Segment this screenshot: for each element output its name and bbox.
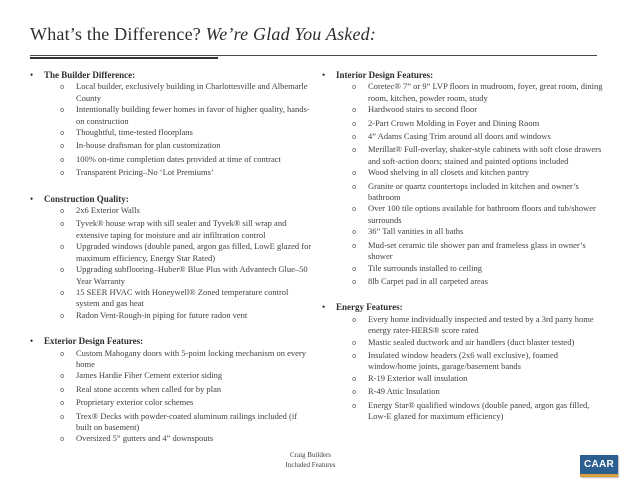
circle-bullet-icon: o xyxy=(60,373,65,382)
section-heading: The Builder Difference: xyxy=(44,70,136,80)
circle-bullet-icon: o xyxy=(352,402,357,411)
circle-bullet-icon: o xyxy=(60,267,65,276)
page-title-regular: What’s the Difference? xyxy=(30,24,201,44)
feature-item xyxy=(60,433,312,446)
circle-bullet-icon: o xyxy=(60,170,65,179)
circle-bullet-icon: o xyxy=(60,400,65,409)
circle-bullet-icon: o xyxy=(60,244,65,253)
circle-bullet-icon: o xyxy=(352,170,357,179)
circle-bullet-icon: o xyxy=(352,206,357,215)
circle-bullet-icon: o xyxy=(60,156,65,165)
feature-section xyxy=(322,70,604,289)
section-header xyxy=(322,70,604,81)
circle-bullet-icon: o xyxy=(60,289,65,298)
feature-item xyxy=(352,118,604,131)
feature-item xyxy=(352,263,604,276)
circle-bullet-icon: o xyxy=(60,413,65,422)
circle-bullet-icon: o xyxy=(60,130,65,139)
section-heading: Exterior Design Features: xyxy=(44,336,144,347)
feature-item-text: Radon Vent-Rough-in piping for future radon vent xyxy=(76,309,248,320)
circle-bullet-icon: o xyxy=(60,221,65,230)
circle-bullet-icon: o xyxy=(60,386,65,395)
feature-item-text: Granite or quartz countertops included in kitchen and owner’s bathroom xyxy=(368,180,579,203)
circle-bullet-icon: o xyxy=(352,183,357,192)
feature-item xyxy=(352,240,604,263)
feature-item-text: 8lb Carpet pad in all carpeted areas xyxy=(368,275,488,286)
feature-item-text: Custom Mahogany doors with 5-point locking mechanism on every home xyxy=(76,347,306,369)
circle-bullet-icon: o xyxy=(352,147,357,156)
footer-line2: Included Features xyxy=(285,460,336,469)
feature-item xyxy=(352,337,604,350)
feature-item-text: 4” Adams Casing Trim around all doors and windows xyxy=(368,131,551,142)
feature-item-text: Real stone accents when called for by plan xyxy=(76,383,222,394)
circle-bullet-icon: o xyxy=(60,312,65,321)
circle-bullet-icon: o xyxy=(352,120,357,129)
feature-item-text: Insulated window headers (2x6 wall exclusive), foamed window/home joints, garage/basement bands xyxy=(368,349,559,372)
feature-item-text: Merillat® Full-overlay, shaker-style cabinets with soft close drawers and soft-action doors; stained and painted options included xyxy=(368,144,602,166)
feature-item-text: Proprietary exterior color schemes xyxy=(76,397,194,408)
circle-bullet-icon: o xyxy=(352,242,357,251)
feature-item-text: 2-Part Crown Molding in Foyer and Dining Room xyxy=(368,117,540,128)
circle-bullet-icon: o xyxy=(352,134,357,143)
feature-item-text: Tile surrounds installed to ceiling xyxy=(368,262,482,273)
feature-item-text: Local builder, exclusively building in Charlottesville and Albemarle County xyxy=(76,81,308,103)
page-title xyxy=(30,24,376,45)
circle-bullet-icon: o xyxy=(352,107,357,116)
feature-item xyxy=(60,167,312,180)
section-header xyxy=(30,70,312,81)
feature-list xyxy=(30,348,312,447)
feature-item-text: Upgrading subflooring–Huber® Blue Plus with Advantech Glue–50 Year Warranty xyxy=(76,264,308,286)
feature-item xyxy=(352,386,604,399)
features-column-right xyxy=(322,70,604,435)
feature-item-text: Over 100 tile options available for bathroom floors and tub/shower surrounds xyxy=(368,203,596,225)
circle-bullet-icon: o xyxy=(60,143,65,152)
section-heading: Interior Design Features: xyxy=(336,70,434,80)
feature-item xyxy=(352,314,604,337)
circle-bullet-icon: o xyxy=(352,352,357,361)
feature-item-text: 15 SEER HVAC with Honeywell® Zoned temperature control system and gas heat xyxy=(76,286,289,309)
feature-item-text: In-house draftsman for plan customization xyxy=(76,140,221,151)
feature-item-text: Mud-set ceramic tile shower pan and frameless glass in owner’s shower xyxy=(368,239,586,262)
footer xyxy=(0,451,621,470)
section-heading: Energy Features: xyxy=(336,302,403,313)
feature-section xyxy=(322,302,604,422)
feature-item xyxy=(60,264,312,287)
title-rule-short xyxy=(30,57,218,59)
feature-item xyxy=(60,384,312,397)
feature-item xyxy=(60,411,312,434)
feature-item xyxy=(60,397,312,410)
feature-item-text: Transparent Pricing–No ‘Lot Premiums’ xyxy=(76,167,214,178)
feature-list xyxy=(30,205,312,323)
feature-section xyxy=(30,70,312,181)
feature-item-text: Every home individually inspected and tested by a 3rd party home energy rater-HERS® score rated xyxy=(368,313,594,336)
feature-item xyxy=(352,373,604,386)
feature-item-text: Oversized 5” gutters and 4” downspouts xyxy=(76,433,214,444)
feature-item xyxy=(352,203,604,226)
footer-line1: Craig Builders xyxy=(289,451,332,459)
feature-item xyxy=(352,131,604,144)
circle-bullet-icon: o xyxy=(352,265,357,274)
feature-item-text: Wood shelving in all closets and kitchen pantry xyxy=(368,167,530,178)
bullet-icon: • xyxy=(322,302,326,313)
circle-bullet-icon: o xyxy=(60,208,65,217)
feature-item-text: Intentionally building fewer homes in favor of higher quality, hands-on construction xyxy=(76,104,310,126)
feature-item-text: Energy Star® qualified windows (double paned, argon gas filled, Low-E glazed for maximum efficiency) xyxy=(368,399,590,421)
feature-item xyxy=(60,127,312,140)
circle-bullet-icon: o xyxy=(60,350,65,359)
feature-item xyxy=(60,287,312,310)
feature-list xyxy=(322,314,604,423)
section-header xyxy=(30,194,312,205)
feature-item xyxy=(60,241,312,264)
section-heading: Construction Quality: xyxy=(44,193,129,204)
feature-item xyxy=(60,154,312,167)
feature-item-text: R-49 Attic Insulation xyxy=(368,386,440,397)
features-column-left xyxy=(30,70,312,460)
circle-bullet-icon: o xyxy=(352,316,357,325)
feature-section xyxy=(30,194,312,323)
feature-item-text: Trex® Decks with powder-coated aluminum railings included (if built on basement) xyxy=(76,410,298,432)
feature-item xyxy=(60,81,312,104)
feature-item xyxy=(352,276,604,289)
feature-item xyxy=(352,400,604,423)
feature-item xyxy=(352,181,604,204)
feature-item xyxy=(352,167,604,180)
section-header xyxy=(322,302,604,313)
feature-item xyxy=(60,205,312,218)
bullet-icon: • xyxy=(322,70,326,80)
caar-logo-text: CAAR xyxy=(583,459,615,470)
feature-item-text: 36” Tall vanities in all baths xyxy=(368,226,464,237)
feature-item-text: Tyvek® house wrap with sill sealer and Tyvek® sill wrap and extensive taping for moisture and air infiltration control xyxy=(76,218,287,240)
feature-item xyxy=(60,370,312,383)
bullet-icon: • xyxy=(30,336,34,347)
section-header xyxy=(30,336,312,347)
circle-bullet-icon: o xyxy=(352,339,357,348)
feature-item xyxy=(352,226,604,239)
feature-item xyxy=(60,104,312,127)
feature-item xyxy=(352,104,604,117)
feature-item xyxy=(352,350,604,373)
feature-item xyxy=(352,81,604,104)
circle-bullet-icon: o xyxy=(60,84,65,93)
circle-bullet-icon: o xyxy=(352,229,357,238)
circle-bullet-icon: o xyxy=(352,278,357,287)
title-rule-long xyxy=(30,55,597,56)
feature-item-text: 2x6 Exterior Walls xyxy=(76,205,140,216)
feature-item xyxy=(60,218,312,241)
page-title-italic: We’re Glad You Asked: xyxy=(200,24,377,44)
bullet-icon: • xyxy=(30,193,34,204)
feature-item-text: Mastic sealed ductwork and air handlers (duct blaster tested) xyxy=(368,336,575,347)
feature-list xyxy=(30,81,312,180)
circle-bullet-icon: o xyxy=(352,375,357,384)
feature-item-text: Upgraded windows (double paned, argon gas filled, LowE glazed for maximum efficiency, Energy Star Rated) xyxy=(76,241,312,263)
circle-bullet-icon: o xyxy=(60,436,65,445)
feature-list xyxy=(322,81,604,289)
feature-item-text: R-19 Exterior wall insulation xyxy=(368,372,468,383)
feature-section xyxy=(30,336,312,447)
bullet-icon: • xyxy=(30,70,34,80)
circle-bullet-icon: o xyxy=(352,84,357,93)
feature-item xyxy=(352,144,604,167)
feature-item-text: 100% on-time completion dates provided at time of contract xyxy=(76,153,281,164)
feature-item-text: Hardwood stairs to second floor xyxy=(368,104,478,115)
feature-item-text: Thoughtful, time-tested floorplans xyxy=(76,127,193,138)
feature-item-text: James Hardie Fiber Cement exterior siding xyxy=(76,370,223,381)
feature-item xyxy=(60,310,312,323)
caar-logo xyxy=(580,455,618,477)
circle-bullet-icon: o xyxy=(352,389,357,398)
feature-item xyxy=(60,348,312,371)
feature-item xyxy=(60,140,312,153)
circle-bullet-icon: o xyxy=(60,107,65,116)
feature-item-text: Coretec® 7” or 9” LVP floors in mudroom, foyer, great room, dining room, kitchen, powder room, study xyxy=(368,81,603,103)
